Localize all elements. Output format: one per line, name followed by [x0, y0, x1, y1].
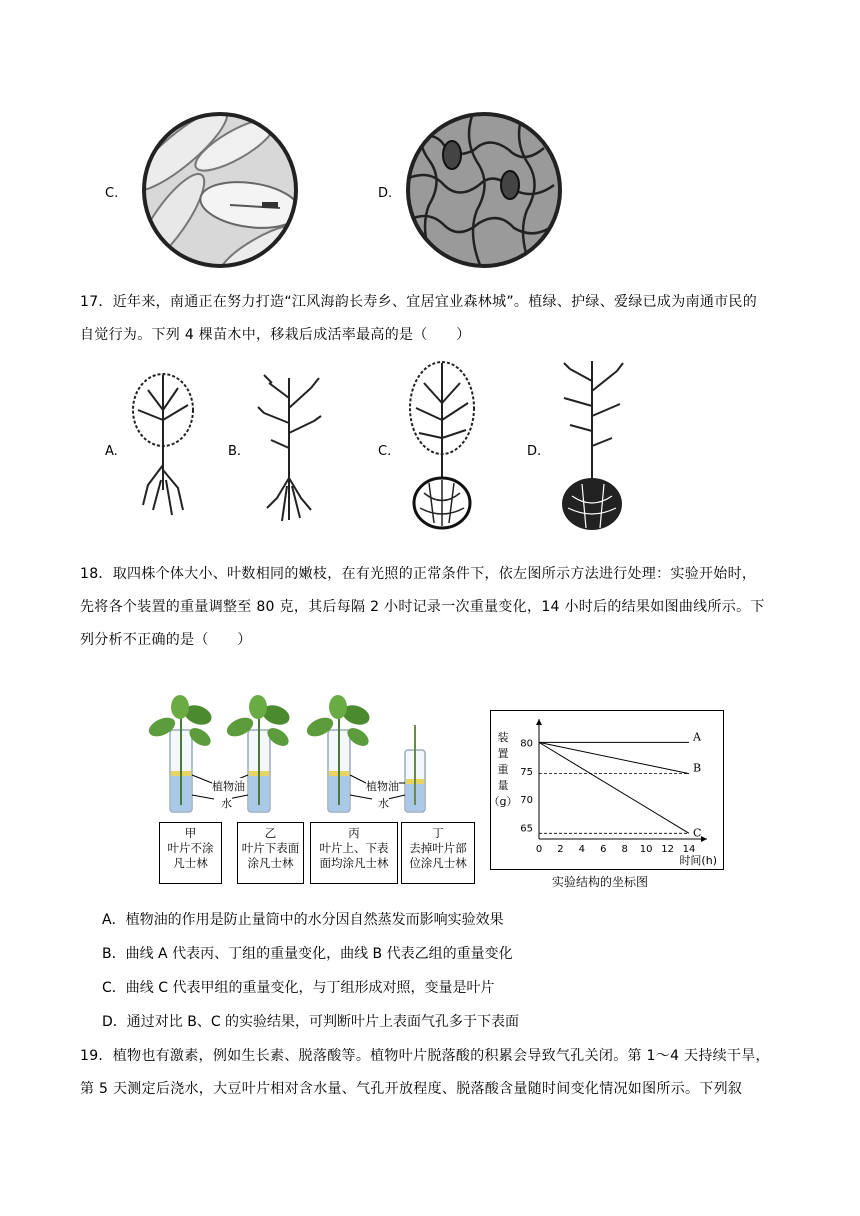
y-axis-label-char: 重: [497, 763, 509, 776]
group-yi-box: [237, 822, 304, 884]
q18-stem-line1: 18．取四株个体大小、叶数相同的嫩枝，在有光照的正常条件下，依左图所示方法进行处理：实验开始时，: [80, 566, 757, 582]
q18-choice-d: D．通过对比 B、C 的实验结果，可判断叶片上表面气孔多于下表面: [102, 1014, 520, 1030]
group-yi-desc1: 叶片下表面: [241, 841, 300, 855]
group-bing-desc1: 叶片上、下表: [319, 841, 389, 855]
q17-option-b-label: B.: [228, 444, 242, 459]
y-axis-arrow: [536, 719, 542, 725]
q17-stem-line2: 自觉行为。下列 4 棵苗木中，移栽后成活率最高的是（ ）: [80, 327, 471, 343]
q17-stem-line1: 17．近年来，南通正在努力打造“江风海韵长寿乡、宜居宜业森林城”。植绿、护绿、爱绿已成为南通市民的: [80, 294, 758, 310]
y-axis-label-char: 装: [497, 731, 509, 744]
tube-jia: [146, 695, 214, 812]
label-water-1: 水: [221, 797, 232, 810]
q18-stem-line3: 列分析不正确的是（ ）: [80, 632, 252, 648]
q19-stem: [80, 1040, 780, 1106]
y-tick-label: 65: [520, 823, 533, 835]
tree-d-image: [552, 356, 632, 534]
group-bing-box: [310, 822, 398, 884]
weight-chart: [491, 711, 723, 869]
y-tick-label: 75: [520, 766, 533, 778]
group-jia-desc1: 叶片不涂: [167, 841, 214, 855]
series-label-b: B: [693, 761, 702, 775]
option-c-label: C.: [105, 186, 119, 201]
series-label-a: A: [693, 730, 701, 744]
q17-option-a-label: A.: [105, 444, 118, 459]
label-oil-1: 植物油: [212, 780, 245, 793]
series-label-c: C: [693, 826, 702, 840]
y-tick-label: 70: [520, 795, 533, 807]
tube-bing: [304, 695, 372, 812]
y-tick-label: 80: [520, 738, 533, 750]
q17-option-c-label: C.: [378, 444, 392, 459]
q18-choice-c: C．曲线 C 代表甲组的重量变化，与丁组形成对照，变量是叶片: [102, 980, 495, 996]
x-tick-label: 10: [639, 844, 653, 855]
chart-caption: 实验结构的坐标图: [552, 875, 649, 889]
group-jia-name: 甲: [184, 826, 197, 840]
x-tick-label: 4: [578, 844, 586, 855]
x-tick-label: 6: [600, 844, 607, 855]
q18-choice-a: A．植物油的作用是防止量筒中的水分因自然蒸发而影响实验效果: [102, 912, 504, 928]
x-tick-label: 12: [661, 844, 674, 855]
group-bing-desc2: 面均涂凡士林: [319, 856, 389, 870]
microscope-image-d: [404, 110, 564, 270]
x-tick-label: 0: [535, 844, 543, 855]
y-axis-label-char: （g）: [491, 795, 518, 808]
group-ding-box: [401, 822, 475, 884]
tree-b-image: [252, 368, 327, 533]
x-axis-label: 时间(h): [679, 854, 717, 867]
group-ding-desc2: 位涂凡士林: [409, 856, 467, 870]
x-tick-label: 8: [621, 844, 628, 855]
tree-c-image: [404, 358, 480, 533]
q18-choice-b: B．曲线 A 代表丙、丁组的重量变化，曲线 B 代表乙组的重量变化: [102, 946, 513, 962]
y-axis-label-char: 置: [497, 747, 509, 760]
group-ding-name: 丁: [432, 826, 444, 840]
q19-stem-line2: 第 5 天测定后浇水，大豆叶片相对含水量、气孔开放程度、脱落酸含量随时间变化情况如图所示。下列叙: [80, 1081, 743, 1097]
group-ding-desc1: 去掉叶片部: [409, 841, 467, 855]
series-line-b: [539, 742, 689, 773]
q18-stem-line2: 先将各个装置的重量调整至 80 克，其后每隔 2 小时记录一次重量变化，14 小时后的结果如图曲线所示。下: [80, 599, 765, 615]
label-water-2: 水: [378, 797, 389, 810]
x-axis-arrow: [701, 836, 707, 842]
x-tick-label: 14: [682, 844, 696, 855]
experiment-setup-image: [140, 695, 485, 820]
group-bing-name: 丙: [348, 826, 360, 840]
q19-stem-line1: 19．植物也有激素，例如生长素、脱落酸等。植物叶片脱落酸的积累会导致气孔关闭。第 1～4 天持续干旱，: [80, 1048, 770, 1064]
q17-stem: [80, 286, 780, 352]
q18-stem: [80, 558, 780, 657]
group-jia-box: [159, 822, 222, 884]
tube-yi: [224, 695, 292, 812]
group-yi-name: 乙: [264, 826, 277, 840]
option-d-label: D.: [378, 186, 393, 201]
group-jia-desc2: 凡士林: [173, 856, 208, 870]
tube-ding: [405, 725, 425, 812]
y-axis-label-char: 量: [497, 779, 509, 792]
series-line-c: [539, 742, 689, 833]
weight-chart-frame: [490, 710, 724, 870]
microscope-image-c: [140, 110, 300, 270]
x-tick-label: 2: [557, 844, 564, 855]
group-yi-desc2: 涂凡士林: [247, 856, 294, 870]
label-oil-2: 植物油: [366, 780, 399, 793]
tree-a-image: [128, 370, 198, 530]
q17-option-d-label: D.: [527, 444, 542, 459]
